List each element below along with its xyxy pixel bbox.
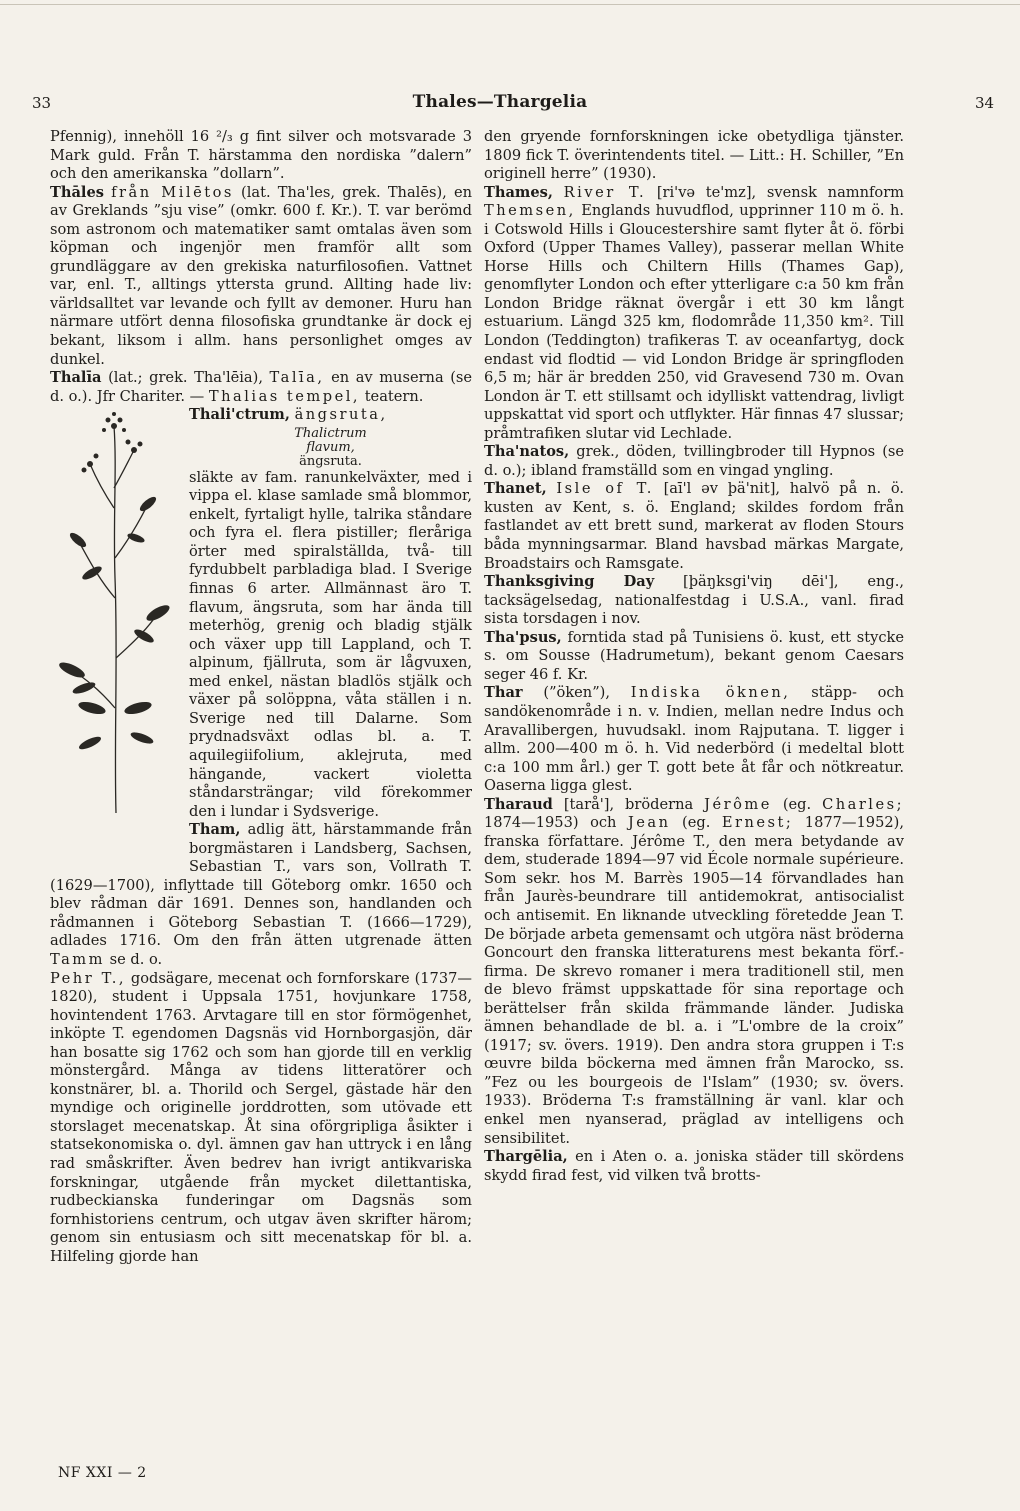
tharaud-text-2: (eg. bbox=[782, 795, 812, 813]
tharaud-spaced-3: Jean bbox=[627, 814, 671, 832]
entry-thanatos bbox=[484, 443, 904, 480]
thapsus-text: forntida stad på Tunisiens ö. kust, ett stycke s. om Sousse (Hadrumetum), bekant genom Caesars seger 46 f. Kr. bbox=[484, 628, 905, 683]
thalia-text-1: (lat.; grek. Tha'lēia), bbox=[108, 369, 263, 387]
entry-thar bbox=[484, 684, 904, 795]
headword-thanksgiving: Thanksgiving Day bbox=[484, 573, 655, 591]
thargelia-text: en i Aten o. a. joniska städer till skördens skydd firad fest, vid vilken två brotts- bbox=[484, 1148, 904, 1184]
right-column bbox=[484, 128, 904, 1185]
thames-text-2: Englands huvudflod, upprinner 110 m ö. h. i Cotswold Hills i Gloucestershire samt flyter åt ö. förbi Oxford (Upper Thames Valley), passerar mellan White Horse Hills och Chiltern Hills (Thames Gap), genomflyter London och efter ytterligare c:a 50 km från London Bridge räknat övergår i ett 30 km långt estuarium. Längd 325 km, flodområde 11,350 km². Till London (Teddington) trafikeras T. av oceanfartyg, dock endast vid flodtid — vid London Bridge är springfloden 6,5 m; här är bredden 250, vid Gravesend 730 m. Ovan London är T. ett stillsamt och idylliskt vattendrag, livligt uppskattat vid sport och utflykter. Här finnas 47 slussar; pråmtrafiken slutar vid Lechlade. bbox=[484, 202, 904, 442]
entry-thanksgiving bbox=[484, 573, 904, 629]
thales-text: (lat. Tha'les, grek. Thalēs), en av Greklands ”sju vise” (omkr. 600 f. Kr.). T. var berömd som astronom och matematiker samt omtalas även som köpman och ingenjör men framför allt som grundläggare av den grekiska naturfilosofien. Vattnet var, enl. T., alltings yttersta grund. Allting hade liv: världsalltet var levande och fyllt av demoner. Huru han närmare utfört denna filosofiska grundtanke är dock ej bekant, liksom i allm. hans personlighet omges av dunkel. bbox=[50, 183, 472, 368]
tham-spaced: Tamm bbox=[50, 950, 105, 968]
tharaud-text-1: [tarå'], bröderna bbox=[563, 795, 694, 813]
page-number-right: 34 bbox=[975, 94, 995, 112]
page-number-left: 33 bbox=[32, 94, 52, 112]
thalia-text-2: en av muserna (se d. o.). Jfr Chariter. — bbox=[50, 369, 473, 405]
thanet-text: [aī'l əv þä'nit], halvö på n. ö. kusten av Kent, s. ö. England; skildes fordom från fastlandet av ett brett sund, markerat av floden Stours båda mynningsarmar. Bland havsbad märkas Margate, Broadstairs och Ramsgate. bbox=[484, 480, 905, 572]
headword-thales: Thāles bbox=[50, 183, 104, 201]
thames-spaced-2: Themsen, bbox=[484, 202, 576, 220]
thalictrum-spaced: ängsruta, bbox=[294, 406, 388, 424]
paragraph-continuation: den gryende fornforskningen icke obetydliga tjänster. 1809 fick T. överintendents titel. — Litt.: H. Schiller, ”En originell herre” (1930). bbox=[484, 128, 904, 183]
signature-mark: NF XXI — 2 bbox=[58, 1465, 147, 1481]
thalia-spaced-2: Thalias tempel, bbox=[208, 387, 361, 405]
thanet-spaced: Isle of T. bbox=[556, 480, 654, 498]
thalia-text-3: teatern. bbox=[364, 387, 424, 405]
entry-tharaud bbox=[484, 796, 904, 1148]
tham-text-1: adlig ätt, härstammande från borgmästaren i Landsberg, Sachsen, Sebastian T., vars son, Vollrath T. (1629—1700), inflyttade till Göteborg omkr. 1650 och blev rådman där 1691. Dennes son, handlanden och rådmannen i Göteborg Sebastian T. (1666—1729), adlades 1716. Om den från ätten utgrenade ätten bbox=[50, 821, 473, 950]
headword-thapsus: Tha'psus, bbox=[484, 628, 562, 646]
entry-pehr-tham bbox=[50, 970, 472, 1267]
thar-text-1: (”öken”), bbox=[543, 684, 611, 702]
thar-spaced: Indiska öknen, bbox=[630, 684, 791, 702]
pehr-spaced: Pehr T., bbox=[50, 969, 126, 987]
headword-thanatos: Tha'natos, bbox=[484, 443, 570, 461]
entry-thalictrum bbox=[50, 406, 472, 425]
entry-thapsus bbox=[484, 629, 904, 685]
thalictrum-illustration bbox=[48, 408, 183, 868]
meadow-rue-drawing bbox=[48, 408, 183, 818]
caption-genus: Thalictrum bbox=[294, 425, 367, 441]
headword-thames: Thames, bbox=[484, 183, 553, 201]
entry-thanet bbox=[484, 480, 904, 573]
thames-spaced-1: River T. bbox=[563, 183, 647, 201]
headword-thargelia: Thargēlia, bbox=[484, 1148, 568, 1166]
paragraph-pfennig: Pfennig), innehöll 16 ²/₃ g fint silver och motsvarade 3 Mark guld. Från T. härstamma den nordiska ”dalern” och den amerikanska ”dollarn”. bbox=[50, 128, 472, 183]
thanatos-text: grek., döden, tvillingbroder till Hypnos (se d. o.); ibland framställd som en vingad yngling. bbox=[484, 443, 905, 479]
headword-thalia: Thalīa bbox=[50, 369, 102, 387]
tharaud-text-3: 1874—1953) och bbox=[484, 814, 617, 832]
tharaud-spaced-2: Charles; bbox=[822, 795, 905, 813]
pehr-text: godsägare, mecenat och fornforskare (1737—1820), student i Uppsala 1751, hovjunkare 1758, hovintendent 1763. Arvtagare till en stor förmögenhet, inköpte T. egendomen Dagsnäs vid Hornborgasjön, där han bosatte sig 1762 och som han gjorde till en verklig mönstergård. Många av tidens litteratörer och konstnärer, bl. a. Thorild och Sergel, gästade här den myndige och originelle jorddrotten, som utövade ett storslaget mecenatskap. Åt sina oförgripliga åsikter i statsekonomiska o. dyl. ämnen gav han uttryck i en lång rad småskrifter. Även bedrev han ivrigt antikvariska forskningar, utgående från mycket dilettantiska, rudbeckianska funderingar om Dagsnäs som fornhistoriens centrum, och utgav även skrifter härom; genom sin entusiasm och sitt mecenatskap för bl. a. Hilfeling gjorde han bbox=[50, 969, 473, 1265]
tharaud-text-5: 1877—1952), franska författare. Jérôme T., den mera betydande av dem, studerade 1894—97 vid École normale supérieure. Som sekr. hos M. Barrès 1905—14 förvandlades han från Jaurès-beundrare till antidemokrat, antisocialist och antisemit. En liknande utveckling företedde Jean T. De började arbeta gemensamt och utgöra näst bröderna Goncourt den franska litteraturens mest bekanta förf.-firma. De skrevo romaner i mera traditionell stil, men de blevo främst uppskattade för sina reportage och berättelser från skilda främmande länder. Judiska ämnen behandlade de bl. a. i ”L'ombre de la croix” (1917; sv. övers. 1919). Den andra stora gruppen i T:s œuvre bilda böckerna med ämnen från Marocko, ss. ”Fez ou les bourgeois de l'Islam” (1930; sv. övers. 1933). Bröderna T:s framställning är vanl. klar och enkel men nyanserad, präglad av intelligens och sensibilitet. bbox=[484, 814, 904, 1147]
running-head: Thales—Thargelia bbox=[412, 92, 588, 112]
entry-thalia bbox=[50, 369, 472, 406]
tham-text-2: se d. o. bbox=[109, 950, 163, 968]
caption-species: flavum, bbox=[306, 439, 355, 455]
thanksgiving-text: [þäŋksgi'viŋ dēi'], eng., tacksägelsedag, nationalfestdag i U.S.A., vanl. firad sista torsdagen i nov. bbox=[484, 573, 904, 628]
headword-tham: Tham, bbox=[189, 821, 241, 839]
thames-text-1: [ri'və te'mz], svensk namnform bbox=[656, 183, 905, 201]
thalictrum-text: släkte av fam. ranunkelväxter, med i vippa el. klase samlade små blommor, enkelt, fyrtaligt hylle, talrika ståndare och fyra el. flera pistiller; fleråriga örter med spiralställda, två- till fyrdubbelt parbladiga blad. I Sverige finnas 6 arter. Allmännast äro T. flavum, ängsruta, som har ända till meterhög, grenig och bladig stjälk och växer upp till Lappland, och T. alpinum, fjällruta, som är lågvuxen, med enkel, nästan bladlös stjälk och växer på solöppna, våta ställen i n. Sverige ned till Dalarne. Som prydnadsväxt odlas bl. a. T. aquilegiifolium, aklejruta, med hängande, vackert violetta ståndarsträngar; vild förekommer den i lundar i Sydsverige. bbox=[189, 468, 472, 820]
headword-thalictrum: Thali'ctrum, bbox=[189, 406, 290, 424]
tharaud-spaced-1: Jérôme bbox=[704, 795, 772, 813]
thalia-spaced-1: Talīa, bbox=[269, 369, 325, 387]
top-edge-rule bbox=[0, 4, 1020, 5]
entry-thales bbox=[50, 184, 472, 369]
thales-spaced: från Milētos bbox=[111, 183, 234, 201]
entry-thames bbox=[484, 184, 904, 444]
headword-thanet: Thanet, bbox=[484, 480, 547, 498]
headword-tharaud: Tharaud bbox=[484, 795, 553, 813]
headword-thar: Thar bbox=[484, 684, 523, 702]
left-column bbox=[50, 128, 472, 1266]
thar-text-2: stäpp- och sandökenområde i n. v. Indien, mellan nedre Indus och Aravallibergen, huvudsakl. inom Rajputana. T. ligger i allm. 200—400 m ö. h. Vid nederbörd (i medeltal blott c:a 100 mm årl.) ger T. gott bete åt får och nötkreatur. Oaserna ligga glest. bbox=[484, 684, 905, 795]
tharaud-text-4: (eg. bbox=[682, 814, 711, 832]
entry-thargelia bbox=[484, 1148, 904, 1185]
tharaud-spaced-4: Ernest; bbox=[721, 814, 794, 832]
caption-common-name: ängsruta. bbox=[299, 453, 362, 469]
